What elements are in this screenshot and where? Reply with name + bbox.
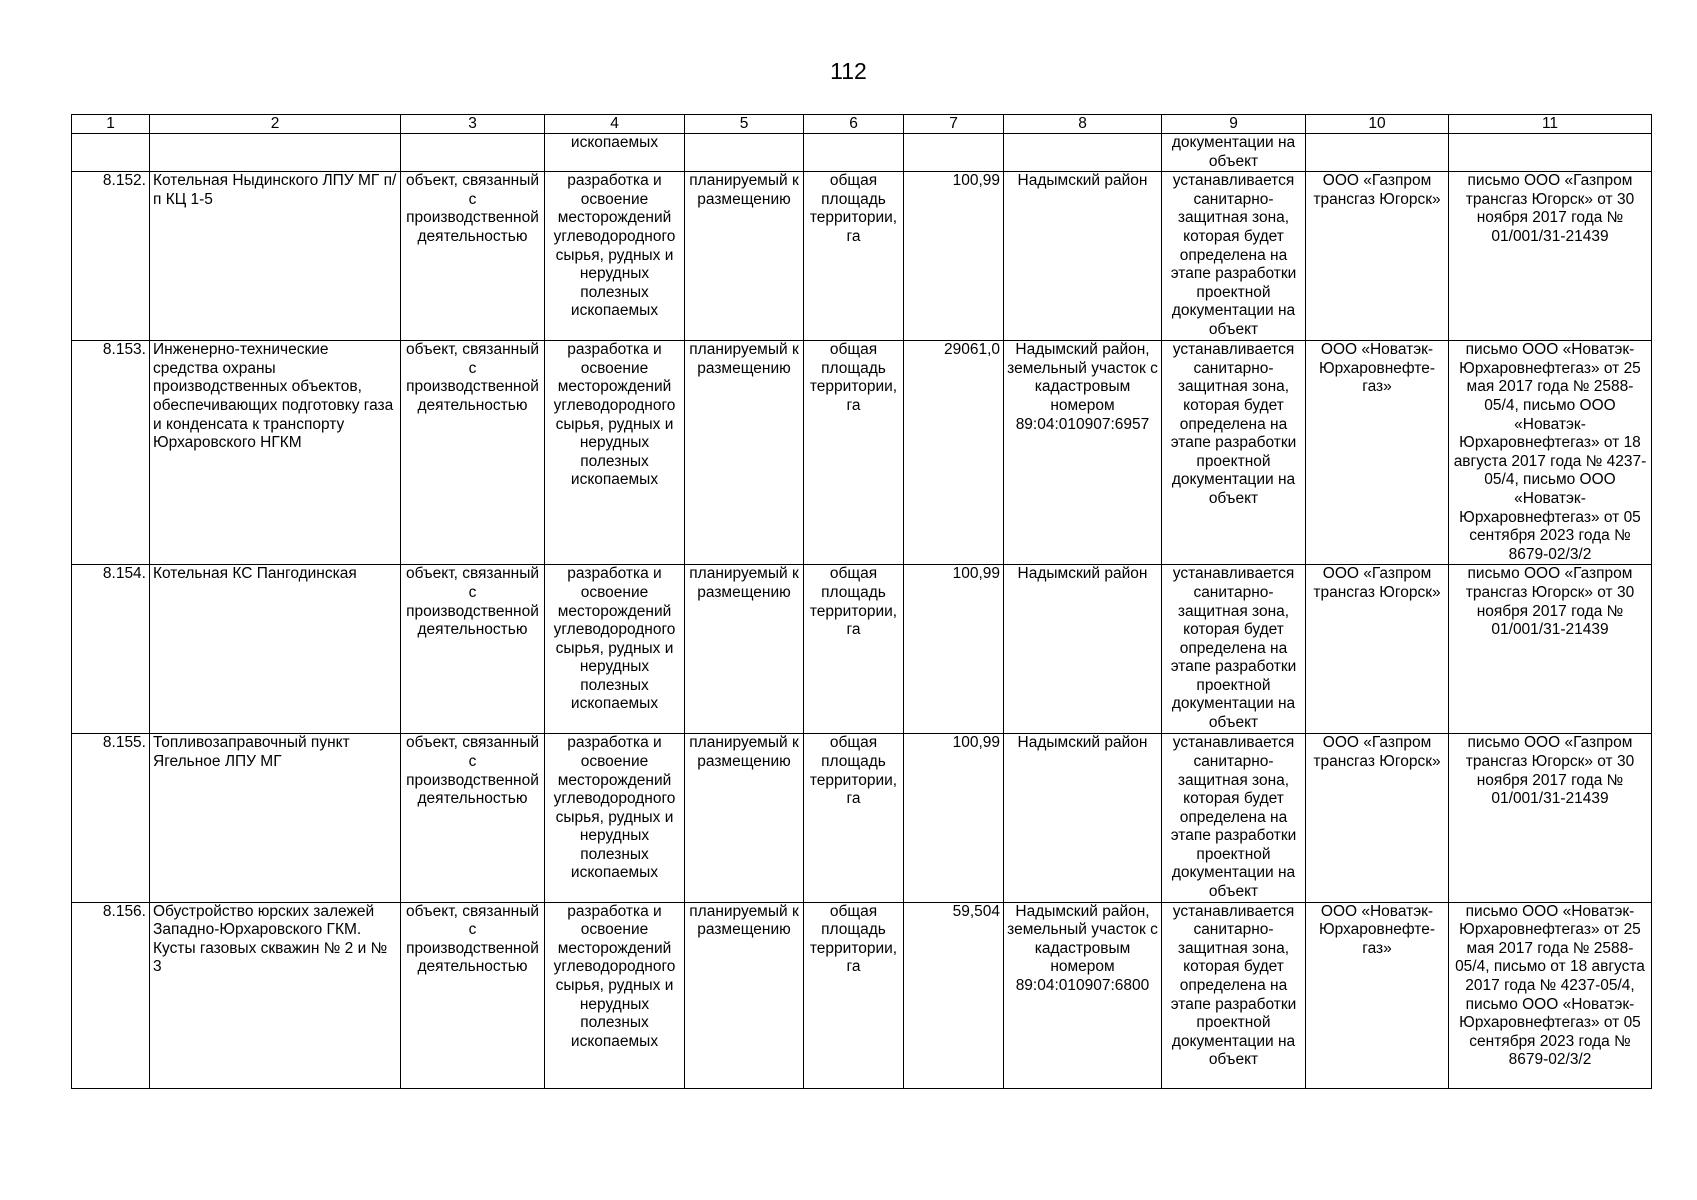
table-cell (401, 134, 545, 172)
row-number: 8.152. (72, 172, 150, 341)
object-location: Надымский район (1004, 734, 1162, 902)
object-name: Обустройство юрских залежей Западно-Юрхаровского ГКМ. Кусты газовых скважин № 2 и № 3 (150, 902, 401, 1088)
object-status: планируемый к размещению (685, 734, 804, 902)
column-header: 2 (150, 115, 401, 134)
table-row (72, 341, 1652, 565)
column-header: 3 (401, 115, 545, 134)
object-value: 100,99 (904, 734, 1004, 902)
column-header: 7 (904, 115, 1004, 134)
object-characteristic: общая площадь территории, га (804, 902, 904, 1088)
object-value: 100,99 (904, 565, 1004, 734)
object-status: планируемый к размещению (685, 172, 804, 341)
header-row (72, 115, 1652, 134)
table-cell (685, 134, 804, 172)
object-owner: ООО «Новатэк-Юрхаровнефте-газ» (1306, 341, 1449, 565)
column-header: 6 (804, 115, 904, 134)
object-type: объект, связанный с производственной деятельностью (401, 734, 545, 902)
table-cell (72, 134, 150, 172)
object-zone: устанавливается санитарно-защитная зона, которая будет определена на этапе разработки проектной документации на объект (1162, 172, 1306, 341)
column-header: 9 (1162, 115, 1306, 134)
object-purpose: разработка и освоение месторождений углеводородного сырья, рудных и нерудных полезных ископаемых (545, 565, 685, 734)
object-type: объект, связанный с производственной деятельностью (401, 341, 545, 565)
object-value: 100,99 (904, 172, 1004, 341)
object-zone: устанавливается санитарно-защитная зона, которая будет определена на этапе разработки проектной документации на объект (1162, 902, 1306, 1088)
object-characteristic: общая площадь территории, га (804, 172, 904, 341)
object-purpose: разработка и освоение месторождений углеводородного сырья, рудных и нерудных полезных ископаемых (545, 902, 685, 1088)
table-cell: ископаемых (545, 134, 685, 172)
object-status: планируемый к размещению (685, 341, 804, 565)
table-row (72, 734, 1652, 902)
row-number: 8.154. (72, 565, 150, 734)
table-row (72, 565, 1652, 734)
object-characteristic: общая площадь территории, га (804, 734, 904, 902)
table-cell (1004, 134, 1162, 172)
object-status: планируемый к размещению (685, 565, 804, 734)
object-name: Инженерно-технические средства охраны производственных объектов, обеспечивающих подготовку газа и конденсата к транспорту Юрхаровского НГКМ (150, 341, 401, 565)
row-number: 8.153. (72, 341, 150, 565)
row-number: 8.155. (72, 734, 150, 902)
object-owner: ООО «Газпром трансгаз Югорск» (1306, 734, 1449, 902)
object-zone: устанавливается санитарно-защитная зона, которая будет определена на этапе разработки проектной документации на объект (1162, 565, 1306, 734)
object-name: Котельная КС Пангодинская (150, 565, 401, 734)
object-source: письмо ООО «Новатэк-Юрхаровнефтегаз» от 25 мая 2017 года № 2588-05/4, письмо от 18 августа 2017 года № 4237-05/4, письмо ООО «Новатэк-Юрхаровнефтегаз» от 05 сентября 2023 года № 8679-02/3/2 (1449, 902, 1652, 1088)
column-header: 10 (1306, 115, 1449, 134)
object-source: письмо ООО «Газпром трансгаз Югорск» от 30 ноября 2017 года № 01/001/31-21439 (1449, 565, 1652, 734)
continuation-row (72, 134, 1652, 172)
object-location: Надымский район (1004, 172, 1162, 341)
object-owner: ООО «Газпром трансгаз Югорск» (1306, 172, 1449, 341)
object-characteristic: общая площадь территории, га (804, 341, 904, 565)
object-type: объект, связанный с производственной деятельностью (401, 565, 545, 734)
objects-table (71, 114, 1652, 1089)
object-name: Топливозаправочный пункт Ягельное ЛПУ МГ (150, 734, 401, 902)
object-location: Надымский район, земельный участок с кадастровым номером 89:04:010907:6800 (1004, 902, 1162, 1088)
table-row (72, 902, 1652, 1088)
object-value: 29061,0 (904, 341, 1004, 565)
object-owner: ООО «Газпром трансгаз Югорск» (1306, 565, 1449, 734)
page-number: 112 (830, 58, 867, 84)
object-value: 59,504 (904, 902, 1004, 1088)
object-zone: устанавливается санитарно-защитная зона, которая будет определена на этапе разработки проектной документации на объект (1162, 734, 1306, 902)
table-cell (150, 134, 401, 172)
table-cell (1449, 134, 1652, 172)
table-cell (1306, 134, 1449, 172)
object-source: письмо ООО «Новатэк-Юрхаровнефтегаз» от 25 мая 2017 года № 2588-05/4, письмо ООО «Новатэк-Юрхаровнефтегаз» от 18 августа 2017 года № 4237-05/4, письмо ООО «Новатэк-Юрхаровнефтегаз» от 05 сентября 2023 года № 8679-02/3/2 (1449, 341, 1652, 565)
column-header: 5 (685, 115, 804, 134)
object-name: Котельная Ныдинского ЛПУ МГ п/п КЦ 1-5 (150, 172, 401, 341)
object-status: планируемый к размещению (685, 902, 804, 1088)
table-cell (804, 134, 904, 172)
column-header: 8 (1004, 115, 1162, 134)
object-owner: ООО «Новатэк-Юрхаровнефте-газ» (1306, 902, 1449, 1088)
object-characteristic: общая площадь территории, га (804, 565, 904, 734)
object-source: письмо ООО «Газпром трансгаз Югорск» от 30 ноября 2017 года № 01/001/31-21439 (1449, 734, 1652, 902)
table-row (72, 172, 1652, 341)
column-header: 1 (72, 115, 150, 134)
column-header: 11 (1449, 115, 1652, 134)
object-type: объект, связанный с производственной деятельностью (401, 902, 545, 1088)
object-purpose: разработка и освоение месторождений углеводородного сырья, рудных и нерудных полезных ископаемых (545, 341, 685, 565)
object-source: письмо ООО «Газпром трансгаз Югорск» от 30 ноября 2017 года № 01/001/31-21439 (1449, 172, 1652, 341)
object-location: Надымский район (1004, 565, 1162, 734)
object-type: объект, связанный с производственной деятельностью (401, 172, 545, 341)
object-location: Надымский район, земельный участок с кадастровым номером 89:04:010907:6957 (1004, 341, 1162, 565)
object-purpose: разработка и освоение месторождений углеводородного сырья, рудных и нерудных полезных ископаемых (545, 734, 685, 902)
table-cell: документации на объект (1162, 134, 1306, 172)
object-purpose: разработка и освоение месторождений углеводородного сырья, рудных и нерудных полезных ископаемых (545, 172, 685, 341)
column-header: 4 (545, 115, 685, 134)
object-zone: устанавливается санитарно-защитная зона, которая будет определена на этапе разработки проектной документации на объект (1162, 341, 1306, 565)
table-cell (904, 134, 1004, 172)
row-number: 8.156. (72, 902, 150, 1088)
